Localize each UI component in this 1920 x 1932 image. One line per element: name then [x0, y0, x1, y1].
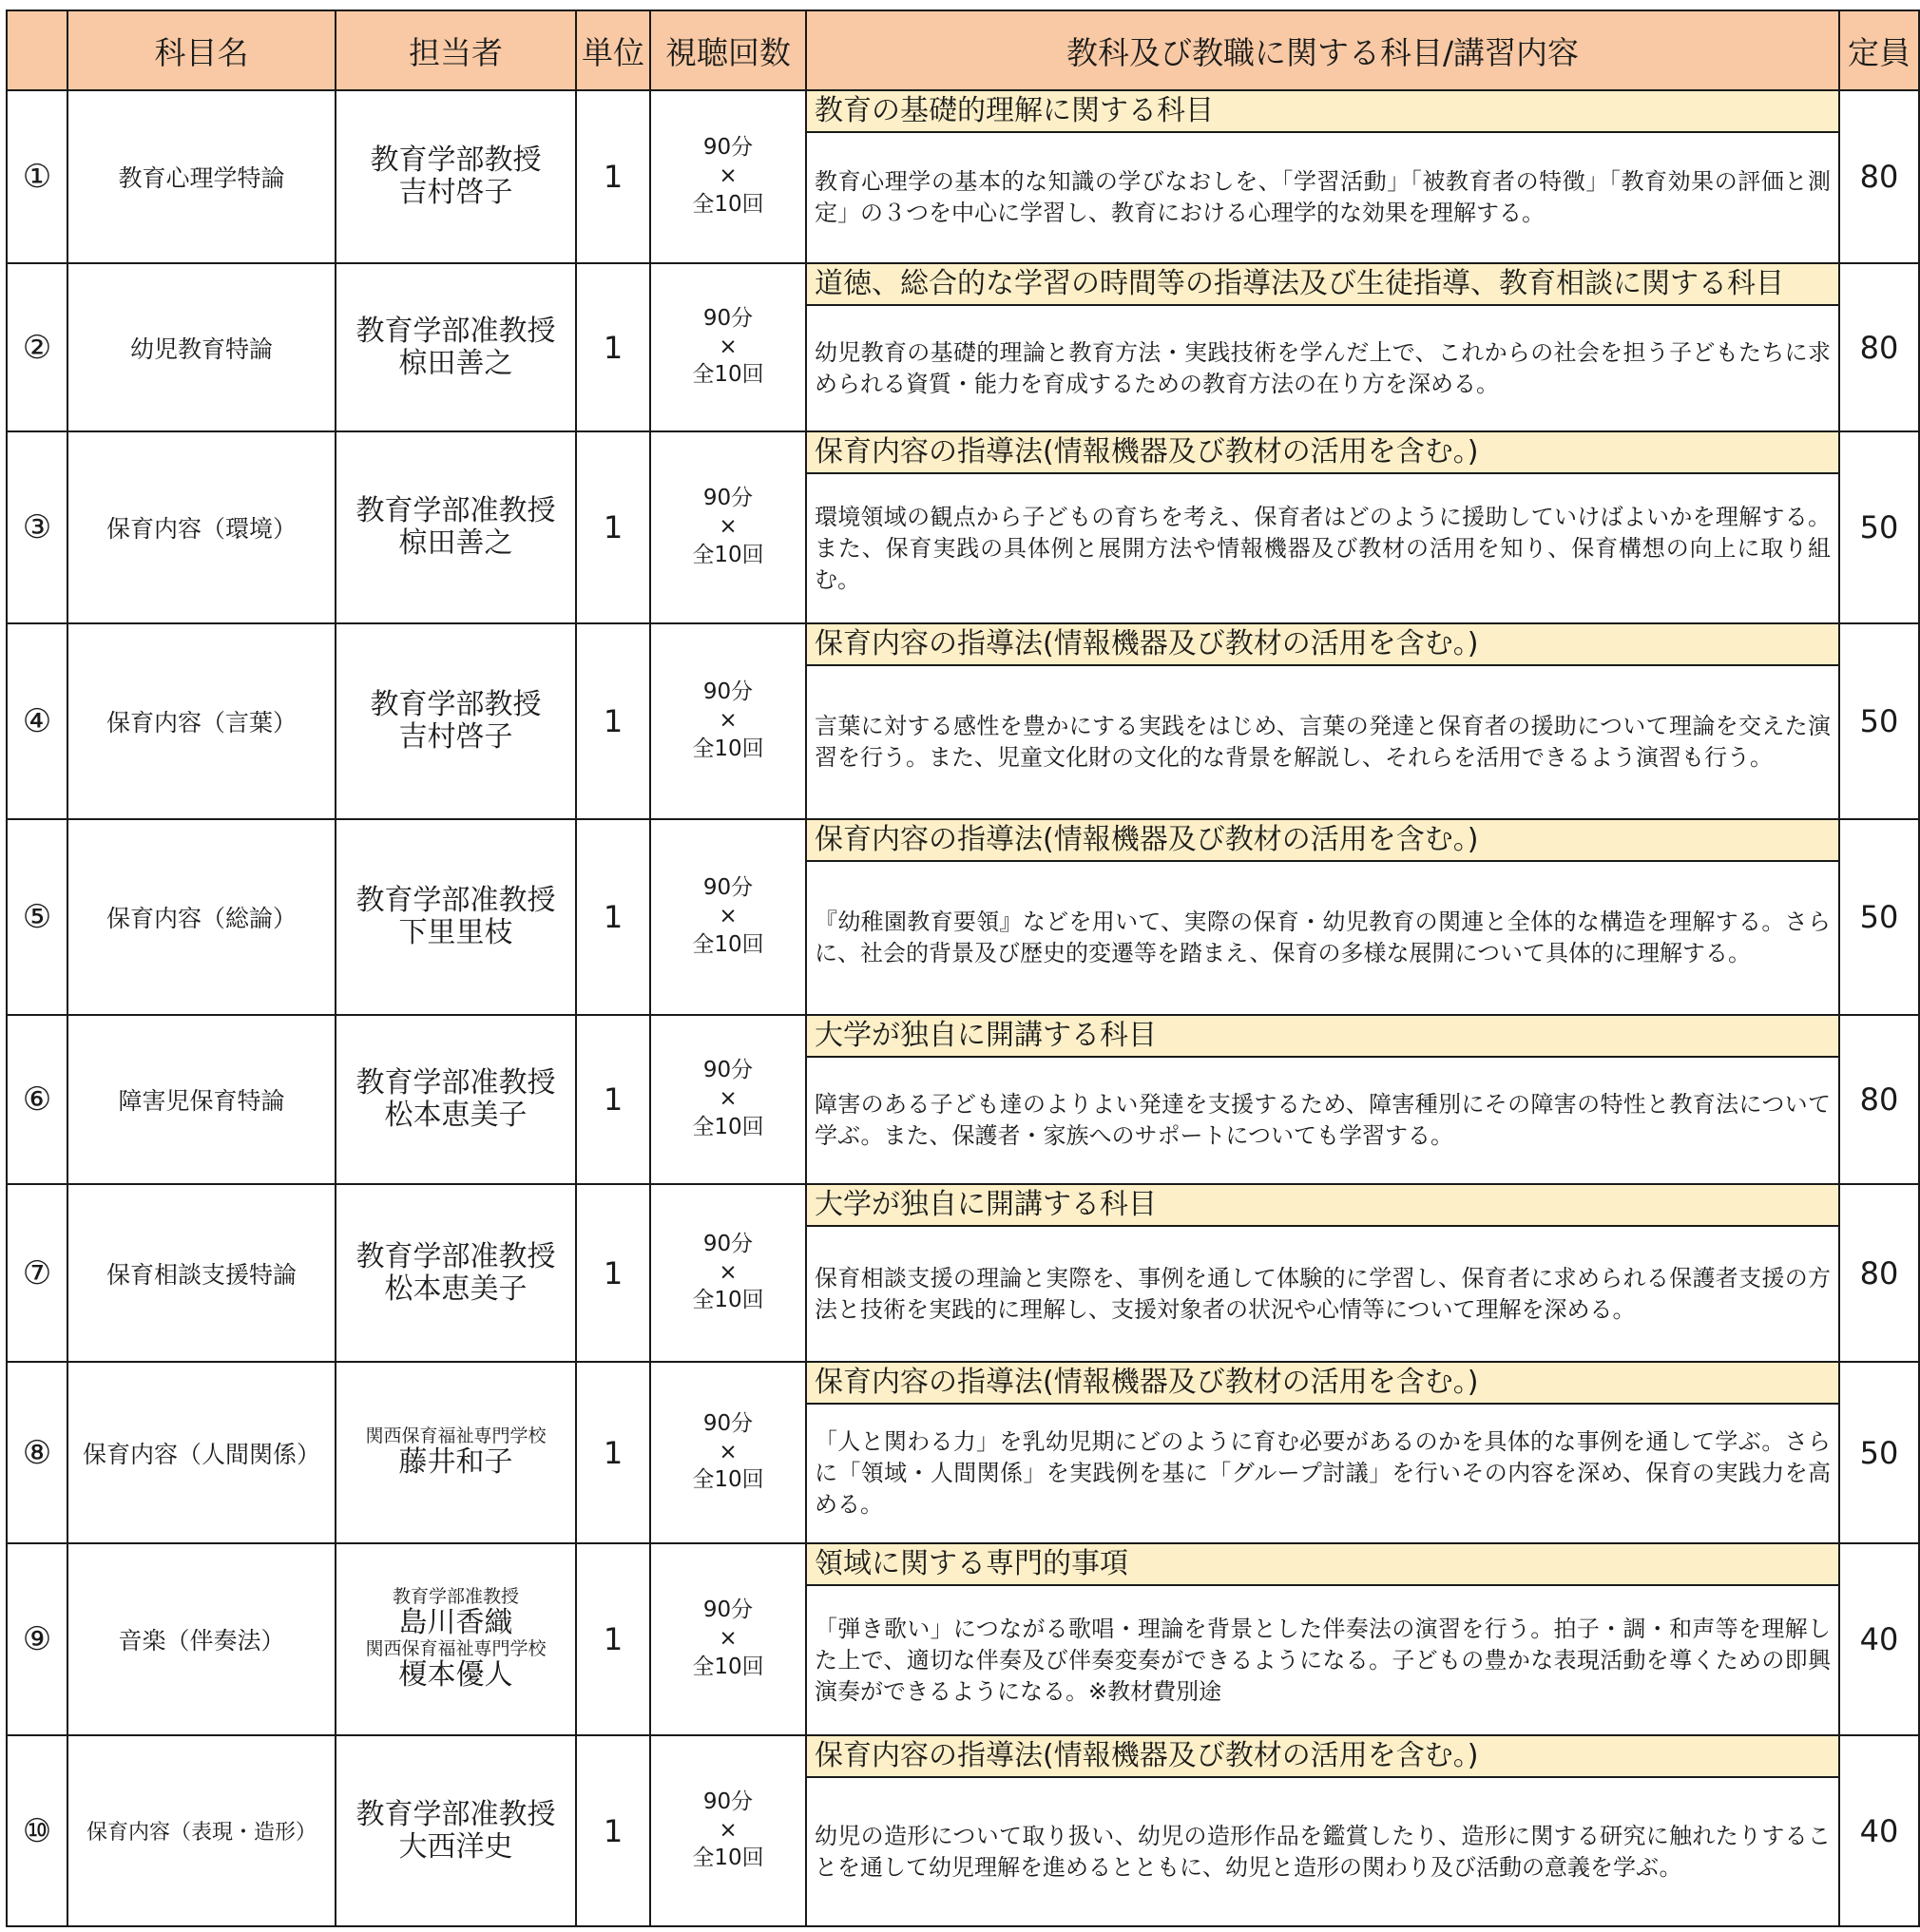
- unit-count: 1: [576, 1362, 650, 1543]
- view-count: [650, 431, 806, 623]
- capacity: 40: [1839, 1735, 1919, 1926]
- header-instructor: 担当者: [336, 10, 576, 90]
- instructor-title: 関西保育福祉専門学校: [365, 1638, 547, 1659]
- instructor-title: 教育学部准教授: [355, 1797, 556, 1831]
- view-minutes: 90分: [702, 679, 754, 705]
- header-unit: 単位: [576, 10, 650, 90]
- instructor: [336, 819, 576, 1015]
- view-count: [650, 263, 806, 431]
- instructor: [336, 1184, 576, 1362]
- table-row: [7, 1362, 1919, 1543]
- view-times-sign: ×: [719, 514, 738, 540]
- view-sessions: 全10回: [692, 1114, 764, 1139]
- table-row: [7, 1735, 1919, 1926]
- view-minutes: 90分: [702, 1058, 754, 1083]
- view-sessions: 全10回: [692, 542, 764, 567]
- table-row: [7, 623, 1919, 819]
- view-sessions: 全10回: [692, 362, 764, 388]
- course-content: [806, 819, 1839, 1015]
- row-number: ⑦: [7, 1184, 67, 1362]
- course-description: 幼児教育の基礎的理論と教育方法・実践技術を学んだ上で、これからの社会を担う子どもたちに求められる資質・能力を育成するための教育方法の在り方を深める。: [815, 338, 1831, 397]
- capacity: 40: [1839, 1543, 1919, 1735]
- capacity: 80: [1839, 263, 1919, 431]
- unit-count: 1: [576, 1015, 650, 1184]
- subject-name: 音楽（伴奏法）: [67, 1543, 336, 1735]
- instructor-title: 教育学部准教授: [392, 1586, 519, 1608]
- view-count: [650, 90, 806, 263]
- subject-name: 保育相談支援特論: [67, 1184, 336, 1362]
- view-times-sign: ×: [719, 1626, 738, 1652]
- subject-name: 保育内容（言葉）: [67, 623, 336, 819]
- subject-name: 保育内容（環境）: [67, 431, 336, 623]
- instructor-title: 教育学部准教授: [355, 314, 556, 348]
- subject-name: 教育心理学特論: [67, 90, 336, 263]
- view-sessions: 全10回: [692, 1467, 764, 1493]
- capacity: 50: [1839, 819, 1919, 1015]
- course-content: [806, 623, 1839, 819]
- category-label: 教育の基礎的理解に関する科目: [807, 91, 1838, 133]
- course-table: [6, 10, 1920, 1927]
- instructor-name: 下里里枝: [398, 916, 513, 949]
- instructor: [336, 1735, 576, 1926]
- view-minutes: 90分: [702, 1789, 754, 1814]
- view-count: [650, 1362, 806, 1543]
- instructor-title: 教育学部准教授: [355, 494, 556, 528]
- view-sessions: 全10回: [692, 931, 764, 957]
- view-times-sign: ×: [719, 904, 738, 929]
- category-label: 道徳、総合的な学習の時間等の指導法及び生徒指導、教育相談に関する科目: [807, 264, 1838, 306]
- row-number: ④: [7, 623, 67, 819]
- category-label: 大学が独自に開講する科目: [807, 1185, 1838, 1227]
- view-minutes: 90分: [702, 875, 754, 901]
- view-minutes: 90分: [702, 135, 754, 161]
- subject-name: 幼児教育特論: [67, 263, 336, 431]
- view-times-sign: ×: [719, 1817, 738, 1843]
- instructor-title: 教育学部准教授: [355, 1066, 556, 1100]
- view-times-sign: ×: [719, 1086, 738, 1112]
- unit-count: 1: [576, 90, 650, 263]
- view-sessions: 全10回: [692, 1846, 764, 1871]
- course-description: 幼児の造形について取り扱い、幼児の造形作品を鑑賞したり、造形に関する研究に触れたりすることを通して幼児理解を進めるとともに、幼児と造形の関わり及び活動の意義を学ぶ。: [815, 1822, 1831, 1881]
- instructor-name: 榎本優人: [398, 1658, 513, 1693]
- capacity: 50: [1839, 431, 1919, 623]
- view-times-sign: ×: [719, 334, 738, 359]
- view-times-sign: ×: [719, 163, 738, 189]
- instructor: [336, 1015, 576, 1184]
- category-label: 保育内容の指導法(情報機器及び教材の活用を含む。): [807, 1363, 1838, 1405]
- instructor: [336, 1543, 576, 1735]
- subject-name: 保育内容（表現・造形）: [67, 1735, 336, 1926]
- view-minutes: 90分: [702, 305, 754, 331]
- instructor-name: 椋田善之: [398, 526, 513, 560]
- subject-name: 保育内容（総論）: [67, 819, 336, 1015]
- capacity: 80: [1839, 1184, 1919, 1362]
- instructor-title: 教育学部准教授: [355, 884, 556, 918]
- capacity: 80: [1839, 1015, 1919, 1184]
- view-count: [650, 819, 806, 1015]
- view-count: [650, 1543, 806, 1735]
- capacity: 80: [1839, 90, 1919, 263]
- table-row: [7, 1184, 1919, 1362]
- header-capacity: 定員: [1839, 10, 1919, 90]
- category-label: 大学が独自に開講する科目: [807, 1016, 1838, 1058]
- course-description: 「人と関わる力」を乳幼児期にどのように育む必要があるのかを具体的な事例を通して学ぶ。さらに「領域・人間関係」を実践例を基に「グループ討議」を行いその内容を深め、保育の実践力を高める。: [815, 1428, 1831, 1518]
- course-description: 教育心理学の基本的な知識の学びなおしを、「学習活動」「被教育者の特徴」「教育効果の評価と測定」の３つを中心に学習し、教育における心理学的な効果を理解する。: [815, 168, 1831, 226]
- view-count: [650, 623, 806, 819]
- course-description: 「弾き歌い」につながる歌唱・理論を背景とした伴奏法の演習を行う。拍子・調・和声等を理解した上で、適切な伴奏及び伴奏変奏ができるようになる。子どもの豊かな表現活動を導くための即興演奏ができるようになる。※教材費別途: [815, 1615, 1831, 1705]
- row-number: ②: [7, 263, 67, 431]
- course-content: [806, 1362, 1839, 1543]
- subject-name: 障害児保育特論: [67, 1015, 336, 1184]
- view-sessions: 全10回: [692, 1288, 764, 1313]
- header-content: 教科及び教職に関する科目/講習内容: [806, 10, 1839, 90]
- capacity: 50: [1839, 623, 1919, 819]
- course-content: [806, 1184, 1839, 1362]
- instructor-title: 関西保育福祉専門学校: [365, 1425, 547, 1447]
- row-number: ⑤: [7, 819, 67, 1015]
- table-row: [7, 1543, 1919, 1735]
- table-row: [7, 90, 1919, 263]
- course-content: [806, 431, 1839, 623]
- capacity: 50: [1839, 1362, 1919, 1543]
- category-label: 保育内容の指導法(情報機器及び教材の活用を含む。): [807, 1736, 1838, 1778]
- view-minutes: 90分: [702, 1231, 754, 1256]
- category-label: 保育内容の指導法(情報機器及び教材の活用を含む。): [807, 624, 1838, 666]
- course-content: [806, 263, 1839, 431]
- table-row: [7, 263, 1919, 431]
- table-row: [7, 431, 1919, 623]
- view-times-sign: ×: [719, 708, 738, 734]
- instructor: [336, 263, 576, 431]
- table-row: [7, 819, 1919, 1015]
- view-times-sign: ×: [719, 1259, 738, 1285]
- subject-name: 保育内容（人間関係）: [67, 1362, 336, 1543]
- category-label: 保育内容の指導法(情報機器及び教材の活用を含む。): [807, 432, 1838, 474]
- header-subject: 科目名: [67, 10, 336, 90]
- course-content: [806, 1015, 1839, 1184]
- unit-count: 1: [576, 623, 650, 819]
- course-content: [806, 1543, 1839, 1735]
- view-times-sign: ×: [719, 1439, 738, 1464]
- instructor-name: 松本恵美子: [384, 1272, 528, 1306]
- view-sessions: 全10回: [692, 1654, 764, 1679]
- unit-count: 1: [576, 1735, 650, 1926]
- instructor-name: 吉村啓子: [398, 720, 513, 754]
- instructor-title: 教育学部教授: [370, 143, 542, 178]
- instructor-title: 教育学部教授: [370, 688, 542, 722]
- unit-count: 1: [576, 1184, 650, 1362]
- instructor-name: 大西洋史: [398, 1829, 513, 1864]
- instructor-title: 教育学部准教授: [355, 1239, 556, 1273]
- row-number: ⑥: [7, 1015, 67, 1184]
- course-content: [806, 90, 1839, 263]
- instructor-name: 椋田善之: [398, 346, 513, 380]
- course-description: 言葉に対する感性を豊かにする実践をはじめ、言葉の発達と保育者の援助について理論を交えた演習を行う。また、児童文化財の文化的な背景を解説し、それらを活用できるよう演習も行う。: [815, 713, 1831, 771]
- view-sessions: 全10回: [692, 736, 764, 761]
- row-number: ⑨: [7, 1543, 67, 1735]
- instructor-name: 松本恵美子: [384, 1099, 528, 1132]
- category-label: 領域に関する専門的事項: [807, 1544, 1838, 1586]
- course-description: 環境領域の観点から子どもの育ちを考え、保育者はどのように援助していけばよいかを理解する。また、保育実践の具体例と展開方法や情報機器及び教材の活用を知り、保育構想の向上に取り組む。: [815, 503, 1831, 593]
- row-number: ③: [7, 431, 67, 623]
- view-count: [650, 1184, 806, 1362]
- instructor-name: 吉村啓子: [398, 176, 513, 209]
- row-number: ⑧: [7, 1362, 67, 1543]
- instructor-name: 藤井和子: [398, 1445, 513, 1480]
- instructor: [336, 431, 576, 623]
- header-views: 視聴回数: [650, 10, 806, 90]
- header-row: [7, 10, 1919, 90]
- course-description: 障害のある子ども達のよりよい発達を支援するため、障害種別にその障害の特性と教育法について学ぶ。また、保護者・家族へのサポートについても学習する。: [815, 1091, 1831, 1149]
- instructor-name: 島川香織: [398, 1606, 513, 1640]
- row-number: ①: [7, 90, 67, 263]
- view-minutes: 90分: [702, 1410, 754, 1436]
- unit-count: 1: [576, 263, 650, 431]
- course-description: 『幼稚園教育要領』などを用いて、実際の保育・幼児教育の関連と全体的な構造を理解する。さらに、社会的背景及び歴史的変遷等を踏まえ、保育の多様な展開について具体的に理解する。: [815, 909, 1831, 966]
- view-count: [650, 1735, 806, 1926]
- instructor: [336, 90, 576, 263]
- course-description: 保育相談支援の理論と実際を、事例を通して体験的に学習し、保育者に求められる保護者支援の方法と技術を実践的に理解し、支援対象者の状況や心情等について理解を深める。: [815, 1264, 1831, 1323]
- row-number: ⑩: [7, 1735, 67, 1926]
- view-sessions: 全10回: [692, 191, 764, 217]
- view-count: [650, 1015, 806, 1184]
- unit-count: 1: [576, 819, 650, 1015]
- unit-count: 1: [576, 1543, 650, 1735]
- view-minutes: 90分: [702, 1597, 754, 1623]
- unit-count: 1: [576, 431, 650, 623]
- view-minutes: 90分: [702, 486, 754, 511]
- table-row: [7, 1015, 1919, 1184]
- course-content: [806, 1735, 1839, 1926]
- instructor: [336, 623, 576, 819]
- instructor: [336, 1362, 576, 1543]
- category-label: 保育内容の指導法(情報機器及び教材の活用を含む。): [807, 820, 1838, 862]
- header-no: [7, 10, 67, 90]
